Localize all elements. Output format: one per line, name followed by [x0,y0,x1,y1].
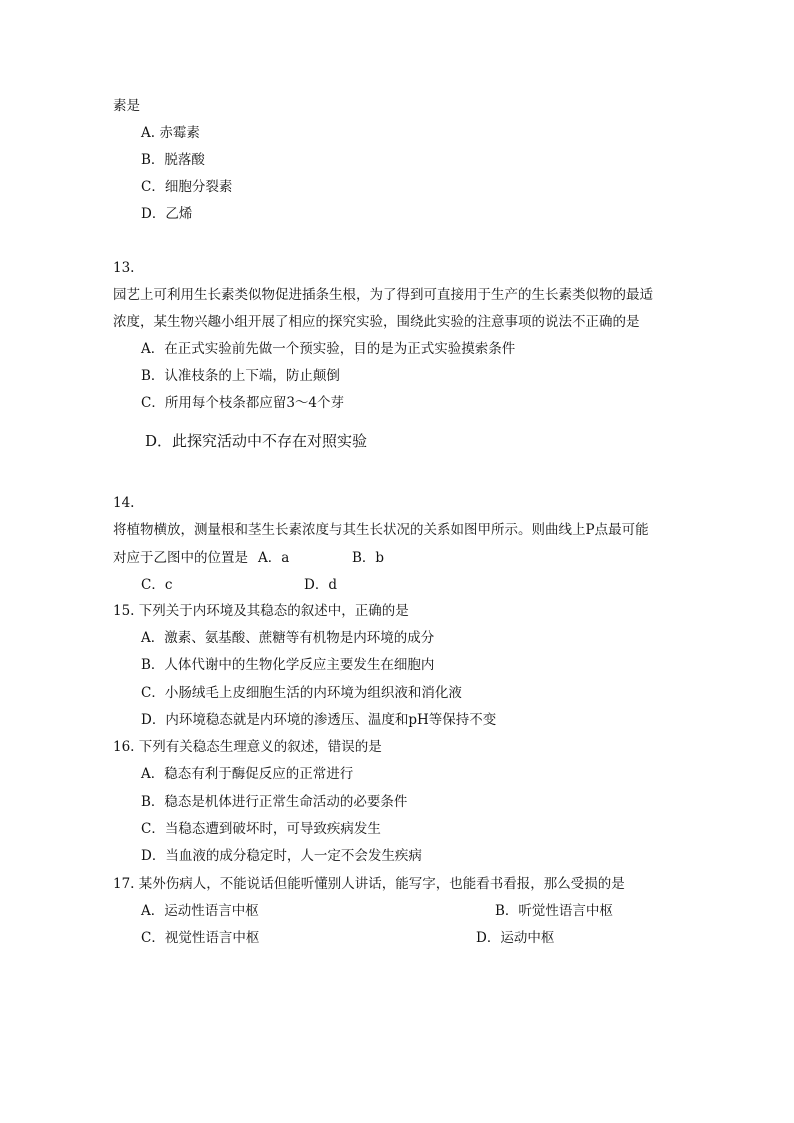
q15-stem: 15. 下列关于内环境及其稳态的叙述中，正确的是 [113,603,409,619]
q15-option-a: A．激素、氨基酸、蔗糖等有机物是内环境的成分 [141,630,435,646]
q15-option-c: C．小肠绒毛上皮细胞生活的内环境为组织液和消化液 [141,685,462,701]
q16-stem: 16. 下列有关稳态生理意义的叙述，错误的是 [113,739,382,755]
q14-number: 14. [113,495,135,511]
q13-stem-line1: 园艺上可利用生长素类似物促进插条生根，为了得到可直接用于生产的生长素类似物的最适 [113,287,653,303]
q15-option-d: D．内环境稳态就是内环境的渗透压、温度和pH等保持不变 [141,712,497,728]
q15-option-b: B．人体代谢中的生物化学反应主要发生在细胞内 [141,657,435,673]
q14-option-c: C．c [141,577,173,593]
q12-option-b: B．脱落酸 [141,152,205,168]
q14-stem-line1: 将植物横放，测量根和茎生长素浓度与其生长状况的关系如图甲所示。则曲线上P点最可能 [113,522,649,538]
q14-option-d: D．d [304,577,337,593]
q13-option-a: A．在正式实验前先做一个预实验，目的是为正式实验摸索条件 [141,341,516,357]
q12-stem-tail: 素是 [113,98,140,114]
q12-option-a: A. 赤霉素 [141,125,200,141]
q16-option-c: C．当稳态遭到破坏时，可导致疾病发生 [141,821,381,837]
q17-option-d: D．运动中枢 [476,930,555,946]
q17-option-b: B．听觉性语言中枢 [495,903,613,919]
q16-option-b: B．稳态是机体进行正常生命活动的必要条件 [141,794,408,810]
q14-stem-line2: 对应于乙图中的位置是 [113,550,248,566]
q17-stem: 17. 某外伤病人，不能说话但能听懂别人讲话，能写字，也能看书看报，那么受损的是 [113,876,625,892]
q13-option-c: C．所用每个枝条都应留3～4个芽 [141,395,345,411]
q13-number: 13. [113,260,135,276]
q12-option-c: C．细胞分裂素 [141,179,233,195]
q13-option-b: B．认准枝条的上下端，防止颠倒 [141,368,340,384]
q12-option-d: D．乙烯 [141,206,193,222]
q16-option-d: D．当血液的成分稳定时，人一定不会发生疾病 [141,848,422,864]
q17-option-a: A．运动性语言中枢 [141,903,259,919]
q14-option-a: A．a [258,550,290,566]
q17-option-c: C．视觉性语言中枢 [141,930,260,946]
q14-option-b: B．b [352,550,385,566]
q13-stem-line2: 浓度，某生物兴趣小组开展了相应的探究实验，围绕此实验的注意事项的说法不正确的是 [113,314,640,330]
q16-option-a: A．稳态有利于酶促反应的正常进行 [141,766,354,782]
q13-option-d: D．此探究活动中不存在对照实验 [145,432,368,450]
